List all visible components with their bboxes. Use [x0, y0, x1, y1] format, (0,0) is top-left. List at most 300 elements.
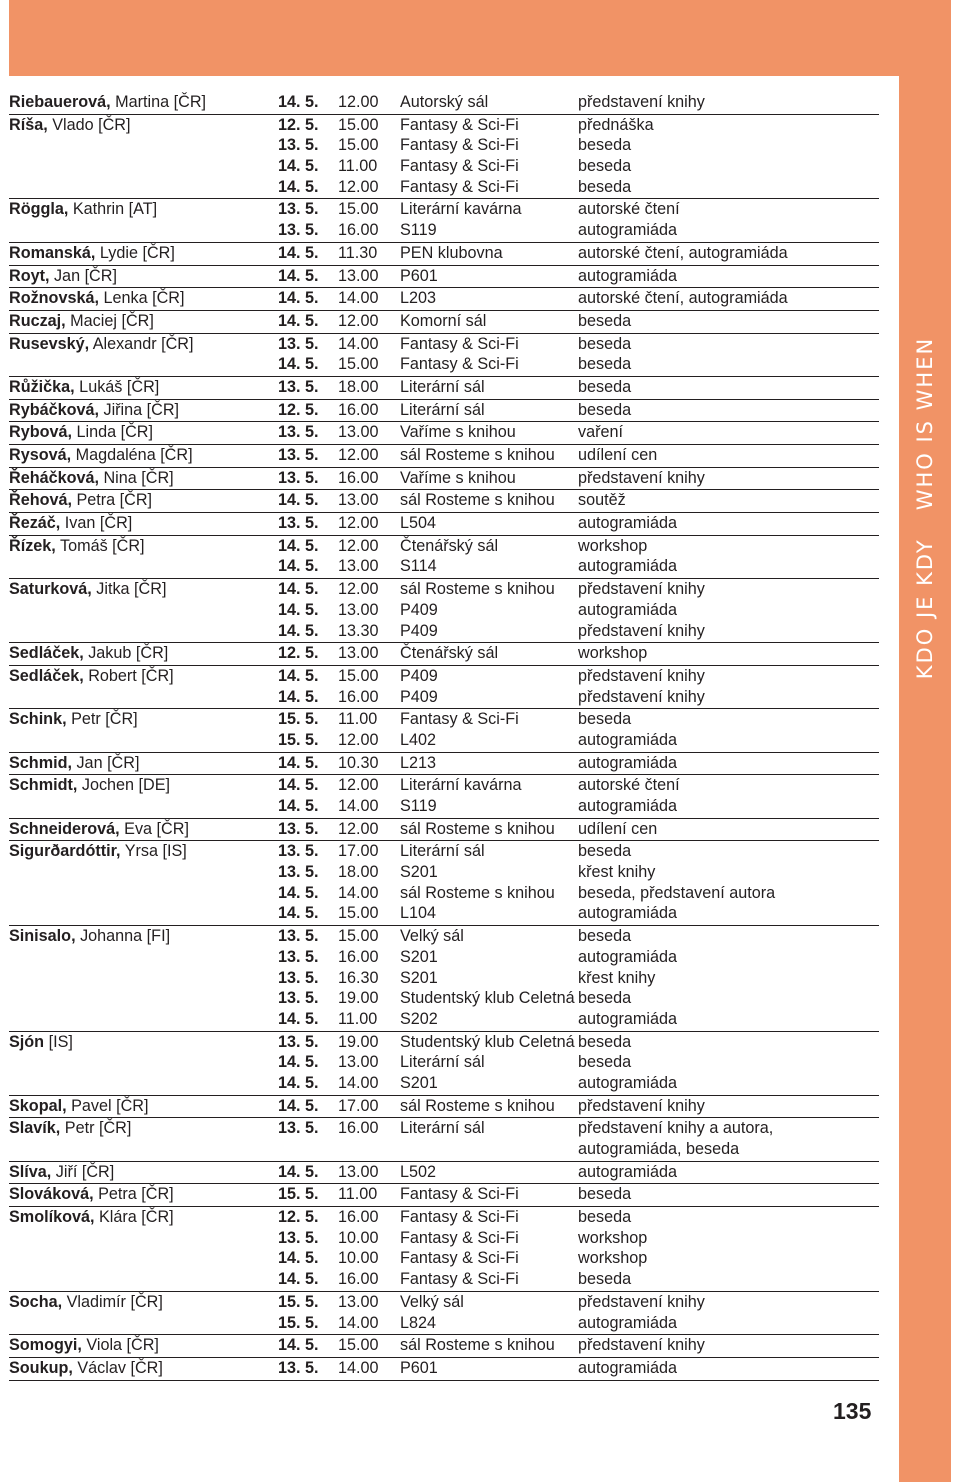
event-date: 14. 5.: [278, 557, 319, 576]
author-name: [9, 709, 138, 730]
author-given-name: Eva [ČR]: [119, 819, 189, 838]
author-name: [9, 490, 152, 511]
author-given-name: Lydie [ČR]: [95, 243, 175, 262]
schedule-entry: [9, 490, 879, 513]
event-time: 13.00: [338, 600, 379, 619]
author-name: [9, 753, 139, 774]
schedule-list: [9, 92, 879, 1381]
event-type: beseda: [578, 842, 632, 861]
event-venue: Vaříme s knihou: [400, 423, 516, 442]
event-time: 13.00: [338, 1053, 379, 1072]
event-time: 12.00: [338, 580, 379, 599]
author-name: [9, 199, 157, 220]
schedule-entry: [9, 243, 879, 266]
event-type: představení knihy: [578, 1336, 705, 1355]
event-type: beseda: [578, 1032, 632, 1051]
author-given-name: Viola [ČR]: [81, 1336, 159, 1355]
event-date: 14. 5.: [278, 797, 319, 815]
event-venue: P601: [400, 1358, 438, 1377]
event-venue: S201: [400, 947, 438, 966]
event-row: [9, 687, 879, 708]
event-type: autogramiáda: [578, 797, 677, 815]
event-time: 16.00: [338, 400, 379, 419]
author-given-name: Jochen [DE]: [77, 776, 171, 795]
event-date: 13. 5.: [278, 221, 319, 240]
event-row: [9, 177, 879, 198]
event-date: 13. 5.: [278, 200, 319, 219]
event-row: [9, 709, 879, 730]
author-surname: Rožnovská,: [9, 289, 99, 308]
event-date: 12. 5.: [278, 115, 319, 134]
event-row: [9, 753, 879, 774]
event-date: 14. 5.: [278, 776, 319, 795]
author-surname: Sjón: [9, 1032, 45, 1051]
author-name: [9, 926, 170, 947]
event-venue: Studentský klub Celetná: [400, 989, 575, 1008]
event-type: autogramiáda: [578, 1009, 677, 1028]
event-date: 14. 5.: [278, 580, 319, 599]
event-type: autogramiáda: [578, 947, 677, 966]
event-row: [9, 1358, 879, 1379]
event-row: [9, 1052, 879, 1073]
event-type: udílení cen: [578, 819, 658, 838]
event-venue: L824: [400, 1313, 437, 1332]
event-time: 16.00: [338, 687, 379, 706]
event-time: 10.00: [338, 1228, 379, 1247]
event-type: beseda: [578, 927, 632, 946]
event-row: [9, 926, 879, 947]
event-type: autogramiáda: [578, 1358, 677, 1377]
event-venue: Literární sál: [400, 1119, 485, 1138]
event-date: 13. 5.: [278, 136, 319, 155]
author-given-name: Linda [ČR]: [71, 423, 153, 442]
event-row: [9, 354, 879, 375]
event-row: [9, 819, 879, 840]
event-date: 12. 5.: [278, 1208, 319, 1227]
event-venue: Komorní sál: [400, 311, 487, 330]
event-date: 13. 5.: [278, 863, 319, 882]
event-time: 15.00: [338, 355, 379, 374]
event-row: [9, 468, 879, 489]
event-venue: Fantasy & Sci-Fi: [400, 355, 519, 374]
event-row: [9, 883, 879, 904]
event-type: beseda: [578, 1208, 632, 1227]
event-row: [9, 445, 879, 466]
event-venue: Vaříme s knihou: [400, 468, 516, 487]
event-row: [9, 536, 879, 557]
event-venue: Fantasy & Sci-Fi: [400, 115, 519, 134]
event-date: 13. 5.: [278, 947, 319, 966]
event-date: 14. 5.: [278, 1096, 319, 1115]
event-row: [9, 1096, 879, 1117]
author-surname: Smolíková,: [9, 1208, 95, 1227]
author-name: [9, 1335, 159, 1356]
event-venue: P409: [400, 666, 438, 685]
schedule-entry: [9, 288, 879, 311]
event-time: 14.00: [338, 883, 379, 902]
event-date: 15. 5.: [278, 1292, 319, 1311]
author-surname: Socha,: [9, 1292, 63, 1311]
event-type: autorské čtení: [578, 200, 680, 219]
event-date: 15. 5.: [278, 1313, 319, 1332]
schedule-entry: [9, 643, 879, 666]
author-name: [9, 266, 117, 287]
event-date: 13. 5.: [278, 423, 319, 442]
author-name: [9, 1207, 174, 1228]
event-date: 14. 5.: [278, 266, 319, 285]
event-type: beseda: [578, 400, 632, 419]
event-time: 13.00: [338, 1162, 379, 1181]
author-given-name: Lukáš [ČR]: [74, 377, 160, 396]
event-row: [9, 1162, 879, 1183]
event-date: 14. 5.: [278, 904, 319, 923]
event-venue: S114: [400, 557, 437, 576]
author-name: [9, 666, 174, 687]
event-time: 15.00: [338, 927, 379, 946]
author-surname: Sedláček,: [9, 644, 84, 663]
author-given-name: Jan [ČR]: [71, 753, 140, 772]
event-date: 13. 5.: [278, 377, 319, 396]
event-type: autogramiáda: [578, 1313, 677, 1332]
author-given-name: Jiří [ČR]: [51, 1162, 115, 1181]
event-venue: PEN klubovna: [400, 243, 503, 262]
author-given-name: Maciej [ČR]: [65, 311, 154, 330]
event-time: 11.30: [338, 243, 378, 262]
event-venue: Literární kavárna: [400, 776, 522, 795]
event-row: [9, 775, 879, 796]
event-time: 14.00: [338, 1073, 379, 1092]
author-name: [9, 536, 145, 557]
event-row: [9, 988, 879, 1009]
event-type: beseda: [578, 1270, 632, 1289]
event-row: [9, 1207, 879, 1228]
event-type: beseda: [578, 710, 632, 729]
event-type: beseda: [578, 311, 632, 330]
event-type: beseda, představení autora: [578, 883, 776, 902]
event-type: workshop: [578, 1228, 648, 1247]
event-type: beseda: [578, 157, 632, 176]
event-date: 14. 5.: [278, 1162, 319, 1181]
event-row: [9, 1118, 879, 1139]
schedule-entry: [9, 1335, 879, 1358]
event-time: 17.00: [338, 1096, 379, 1115]
event-type: autogramiáda: [578, 1073, 677, 1092]
event-time: 12.00: [338, 177, 379, 196]
event-date: 14. 5.: [278, 1336, 319, 1355]
author-surname: Řeháčková,: [9, 468, 99, 487]
event-date: 14. 5.: [278, 1053, 319, 1072]
event-row: [9, 903, 879, 924]
author-given-name: Robert [ČR]: [83, 666, 174, 685]
event-date: 13. 5.: [278, 334, 319, 353]
event-date: 14. 5.: [278, 311, 319, 330]
event-type: představení knihy: [578, 580, 705, 599]
schedule-entry: [9, 334, 879, 377]
event-time: 12.00: [338, 93, 379, 111]
schedule-entry: [9, 92, 879, 115]
author-surname: Soukup,: [9, 1358, 73, 1377]
author-surname: Royt,: [9, 266, 50, 285]
event-row: [9, 288, 879, 309]
event-venue: Fantasy & Sci-Fi: [400, 136, 519, 155]
author-given-name: Magdaléna [ČR]: [71, 446, 193, 464]
event-type: autogramiáda: [578, 514, 677, 533]
event-row: [9, 1335, 879, 1356]
event-time: 19.00: [338, 989, 379, 1008]
event-venue: L203: [400, 289, 437, 308]
author-given-name: Lenka [ČR]: [98, 289, 185, 308]
event-time: 15.00: [338, 115, 379, 134]
schedule-entry: [9, 709, 879, 752]
author-surname: Řehová,: [9, 491, 72, 510]
event-venue: P409: [400, 687, 438, 706]
event-venue: S201: [400, 968, 438, 987]
event-time: 17.00: [338, 842, 379, 861]
author-surname: Řezáč,: [9, 514, 61, 533]
schedule-entry: [9, 1184, 879, 1207]
event-type: beseda: [578, 355, 632, 374]
event-venue: Fantasy & Sci-Fi: [400, 177, 519, 196]
schedule-entry: [9, 1096, 879, 1119]
schedule-entry: [9, 1292, 879, 1335]
schedule-entry: [9, 266, 879, 289]
author-name: [9, 1184, 174, 1205]
schedule-entry: [9, 819, 879, 842]
author-name: [9, 1162, 114, 1183]
event-type: představení knihy: [578, 468, 705, 487]
event-time: 12.00: [338, 446, 379, 464]
event-venue: Literární sál: [400, 377, 485, 396]
event-time: 16.00: [338, 947, 379, 966]
event-type: beseda: [578, 377, 632, 396]
event-row: [9, 621, 879, 642]
event-date: 14. 5.: [278, 491, 319, 510]
event-venue: Fantasy & Sci-Fi: [400, 1208, 519, 1227]
author-surname: Řízek,: [9, 536, 56, 555]
event-row: [9, 862, 879, 883]
event-type: přednáška: [578, 115, 654, 134]
event-time: 13.00: [338, 423, 379, 442]
event-date: 14. 5.: [278, 157, 319, 176]
event-row: [9, 1184, 879, 1205]
event-type: křest knihy: [578, 863, 656, 882]
author-given-name: Pavel [ČR]: [66, 1096, 149, 1115]
event-type: představení knihy: [578, 621, 705, 640]
event-type: beseda: [578, 1185, 632, 1204]
event-venue: S202: [400, 1009, 438, 1028]
event-row: [9, 311, 879, 332]
event-time: 12.00: [338, 819, 379, 838]
event-date: 14. 5.: [278, 1270, 319, 1289]
event-row: [9, 1228, 879, 1249]
event-venue: L504: [400, 514, 437, 533]
event-date: 13. 5.: [278, 1119, 319, 1138]
event-type: beseda: [578, 1053, 632, 1072]
schedule-entry: [9, 311, 879, 334]
author-surname: Schneiderová,: [9, 819, 120, 838]
event-time: 10.00: [338, 1249, 379, 1268]
event-venue: Autorský sál: [400, 93, 489, 111]
schedule-entry: [9, 666, 879, 709]
event-row: [9, 422, 879, 443]
event-row: [9, 135, 879, 156]
event-venue: P409: [400, 600, 438, 619]
event-row: [9, 1009, 879, 1030]
event-time: 11.00: [338, 1185, 378, 1204]
author-given-name: Jan [ČR]: [49, 266, 117, 285]
event-time: 12.00: [338, 536, 379, 555]
schedule-entry: [9, 115, 879, 200]
event-time: 12.00: [338, 776, 379, 795]
event-type: křest knihy: [578, 968, 656, 987]
event-date: 14. 5.: [278, 1249, 319, 1268]
event-date: 14. 5.: [278, 243, 319, 262]
author-surname: Sigurðardóttir,: [9, 842, 121, 861]
event-type: autogramiáda: [578, 904, 677, 923]
author-given-name: Petr [ČR]: [60, 1119, 132, 1138]
event-date: 13. 5.: [278, 1032, 319, 1051]
author-given-name: Tomáš [ČR]: [55, 536, 145, 555]
event-venue: Fantasy & Sci-Fi: [400, 710, 519, 729]
event-time: 10.30: [338, 753, 379, 772]
schedule-entry: [9, 1032, 879, 1096]
event-venue: Velký sál: [400, 927, 464, 946]
event-date: 15. 5.: [278, 1185, 319, 1204]
author-name: [9, 445, 193, 466]
event-venue: Literární sál: [400, 842, 485, 861]
event-time: 15.00: [338, 904, 379, 923]
author-name: [9, 513, 132, 534]
event-time: 15.00: [338, 136, 379, 155]
schedule-entry: [9, 579, 879, 643]
author-surname: Rysová,: [9, 446, 72, 464]
event-date: 14. 5.: [278, 666, 319, 685]
event-row: [9, 243, 879, 264]
event-venue: L502: [400, 1162, 437, 1181]
author-surname: Sinisalo,: [9, 927, 76, 946]
author-given-name: Vlado [ČR]: [47, 115, 131, 134]
author-name: [9, 92, 206, 113]
schedule-entry: [9, 536, 879, 579]
event-row: [9, 666, 879, 687]
event-row: [9, 841, 879, 862]
event-date: 14. 5.: [278, 687, 319, 706]
author-surname: Riebauerová,: [9, 93, 111, 111]
author-name: [9, 400, 179, 421]
event-time: 16.00: [338, 1119, 379, 1138]
event-time: 13.30: [338, 621, 379, 640]
event-type: autogramiáda: [578, 266, 677, 285]
event-type: autogramiáda: [578, 1162, 677, 1181]
event-date: 14. 5.: [278, 621, 319, 640]
event-time: 14.00: [338, 334, 379, 353]
event-date: 14. 5.: [278, 883, 319, 902]
event-row: [9, 513, 879, 534]
event-date: 14. 5.: [278, 1073, 319, 1092]
event-type: workshop: [578, 644, 648, 663]
event-date: 13. 5.: [278, 446, 319, 464]
event-time: 16.00: [338, 1270, 379, 1289]
event-time: 16.00: [338, 1208, 379, 1227]
event-type: autogramiáda: [578, 221, 677, 240]
schedule-entry: [9, 753, 879, 776]
schedule-entry: [9, 1358, 879, 1381]
author-name: [9, 1032, 73, 1053]
event-venue: Literární kavárna: [400, 200, 522, 219]
event-venue: Fantasy & Sci-Fi: [400, 1228, 519, 1247]
event-row: [9, 1269, 879, 1290]
author-surname: Slavík,: [9, 1119, 61, 1138]
event-type: vaření: [578, 423, 623, 442]
event-venue: sál Rosteme s knihou: [400, 883, 555, 902]
event-venue: Studentský klub Celetná: [400, 1032, 575, 1051]
event-time: 14.00: [338, 1313, 379, 1332]
event-row: [9, 730, 879, 751]
event-time: 16.30: [338, 968, 379, 987]
event-type: představení knihy: [578, 687, 705, 706]
event-venue: L104: [400, 904, 437, 923]
author-surname: Skopal,: [9, 1096, 67, 1115]
event-date: 14. 5.: [278, 1009, 319, 1028]
schedule-entry: [9, 199, 879, 242]
event-date: 13. 5.: [278, 1358, 319, 1377]
event-time: 15.00: [338, 666, 379, 685]
event-date: 12. 5.: [278, 400, 319, 419]
event-date: 14. 5.: [278, 753, 319, 772]
event-row: [9, 968, 879, 989]
event-type: soutěž: [578, 491, 626, 510]
event-type: autogramiáda: [578, 557, 677, 576]
schedule-entry: [9, 1118, 879, 1161]
event-row: [9, 1032, 879, 1053]
event-venue: L213: [400, 753, 437, 772]
event-type: představení knihy: [578, 1096, 705, 1115]
schedule-entry: [9, 1207, 879, 1292]
schedule-entry: [9, 1162, 879, 1185]
event-date: 13. 5.: [278, 1228, 319, 1247]
event-type: beseda: [578, 989, 632, 1008]
author-surname: Sedláček,: [9, 666, 84, 685]
event-time: 16.00: [338, 468, 379, 487]
schedule-entry: [9, 445, 879, 468]
author-name: [9, 841, 187, 862]
event-row: [9, 1139, 879, 1160]
schedule-entry: [9, 841, 879, 926]
event-time: 12.00: [338, 514, 379, 533]
author-surname: Romanská,: [9, 243, 96, 262]
event-type: představení knihy: [578, 93, 705, 111]
event-date: 15. 5.: [278, 710, 319, 729]
author-surname: Rybáčková,: [9, 400, 99, 419]
event-venue: Čtenářský sál: [400, 644, 499, 663]
author-surname: Schmidt,: [9, 776, 78, 795]
author-given-name: Kathrin [AT]: [68, 200, 158, 219]
event-row: [9, 643, 879, 664]
event-venue: sál Rosteme s knihou: [400, 819, 555, 838]
author-given-name: Johanna [FI]: [75, 927, 171, 946]
event-time: 14.00: [338, 289, 379, 308]
event-venue: L402: [400, 730, 437, 749]
event-time: 15.00: [338, 1336, 379, 1355]
event-row: [9, 1313, 879, 1334]
event-row: [9, 266, 879, 287]
event-time: 18.00: [338, 863, 379, 882]
event-date: 13. 5.: [278, 819, 319, 838]
event-time: 13.00: [338, 644, 379, 663]
author-surname: Růžička,: [9, 377, 75, 396]
event-date: 13. 5.: [278, 514, 319, 533]
event-date: 13. 5.: [278, 927, 319, 946]
